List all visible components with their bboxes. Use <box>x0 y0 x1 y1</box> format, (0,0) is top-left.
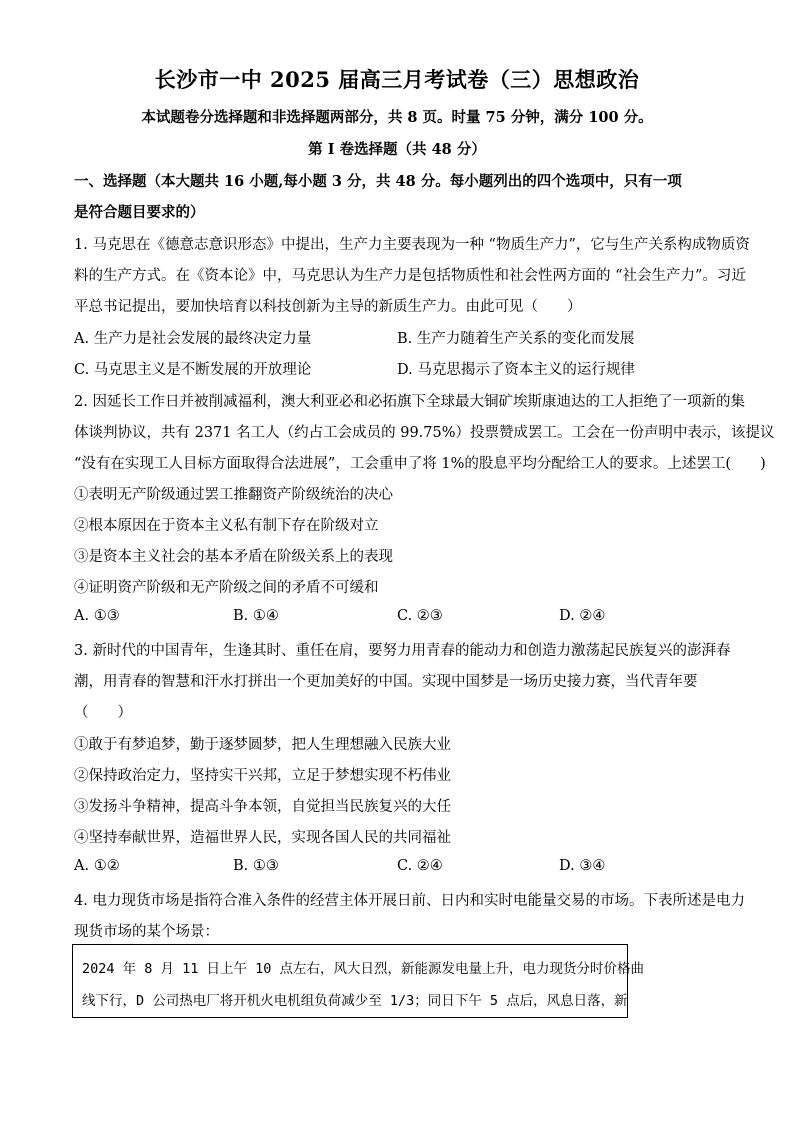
q3-option-d[interactable]: D. ③④ <box>559 858 606 874</box>
section-heading-line-1: 一、选择题（本大题共 16 小题,每小题 3 分，共 48 分。每小题列出的四个选项中，只有一项 <box>74 173 682 190</box>
volume-heading: 第 I 卷选择题（共 48 分） <box>308 141 486 158</box>
q2-stem-line-2: 体谈判协议，共有 2371 名工人（约占工会成员的 99.75%）投票赞成罢工。工会在一份声明中表示，该提议 <box>74 425 775 441</box>
q2-stem-line-3: “没有在实现工人目标方面取得合法进展”，工会重申了将 1%的股息平均分配给工人的要求。上述罢工( ) <box>74 456 766 472</box>
q2-item-4: ④证明资产阶级和无产阶级之间的矛盾不可缓和 <box>74 580 379 596</box>
q1-option-a[interactable]: A. 生产力是社会发展的最终决定力量 <box>74 331 312 347</box>
q3-option-a[interactable]: A. ①② <box>74 858 120 874</box>
q3-option-c[interactable]: C. ②④ <box>397 858 443 874</box>
q3-item-1: ①敢于有梦追梦，勤于逐梦圆梦，把人生理想融入民族大业 <box>74 737 451 753</box>
q2-item-2: ②根本原因在于资本主义私有制下存在阶级对立 <box>74 518 379 534</box>
q1-option-b[interactable]: B. 生产力随着生产关系的变化而发展 <box>397 331 635 347</box>
q2-option-a[interactable]: A. ①③ <box>74 608 120 624</box>
exam-note: 本试题卷分选择题和非选择题两部分，共 8 页。时量 75 分钟，满分 100 分。 <box>141 109 653 126</box>
q3-item-2: ②保持政治定力，坚持实干兴邦，立足于梦想实现不朽伟业 <box>74 768 451 784</box>
q3-stem-line-2: 潮，用青春的智慧和汗水打拼出一个更加美好的中国。实现中国梦是一场历史接力赛，当代青年要 <box>74 674 698 690</box>
q1-option-d[interactable]: D. 马克思揭示了资本主义的运行规律 <box>397 362 635 378</box>
q2-stem-line-1: 2. 因延长工作日并被削减福利，澳大利亚必和必拓旗下全球最大铜矿埃斯康迪达的工人拒绝了一项新的集 <box>74 394 745 410</box>
q4-scenario-box <box>72 944 645 1018</box>
q3-stem-line-1: 3. 新时代的中国青年，生逢其时、重任在肩，要努力用青春的能动力和创造力激荡起民族复兴的澎湃春 <box>74 643 731 659</box>
q1-stem-line-1: 1. 马克思在《德意志意识形态》中提出，生产力主要表现为一种 “物质生产力”，它与生产关系构成物质资 <box>74 237 750 253</box>
q2-item-3: ③是资本主义社会的基本矛盾在阶级关系上的表现 <box>74 549 393 565</box>
page-title: 长沙市一中 2025 届高三月考试卷（三）思想政治 <box>154 67 640 92</box>
q2-option-b[interactable]: B. ①④ <box>233 608 279 624</box>
q1-stem-line-3: 平总书记提出，要加快培育以科技创新为主导的新质生产力。由此可见（ ） <box>74 299 582 315</box>
q1-stem-line-2: 料的生产方式。在《资本论》中，马克思认为生产力是包括物质性和社会性两方面的 “社会生产力”。习近 <box>74 268 746 284</box>
q3-item-4: ④坚持奉献世界，造福世界人民，实现各国人民的共同福祉 <box>74 830 451 846</box>
q2-option-c[interactable]: C. ②③ <box>397 608 443 624</box>
q1-option-c[interactable]: C. 马克思主义是不断发展的开放理论 <box>74 362 312 378</box>
q2-option-d[interactable]: D. ②④ <box>559 608 606 624</box>
section-heading-line-2: 是符合题目要求的） <box>74 204 205 221</box>
q3-stem-line-3: （ ） <box>74 705 132 721</box>
q4-stem-line-1: 4. 电力现货市场是指符合准入条件的经营主体开展日前、日内和实时电能量交易的市场。下表所述是电力 <box>74 893 745 909</box>
q4-scenario-line-1: 2024 年 8 月 11 日上午 10 点左右，风大日烈，新能源发电量上升，电力现货分时价格曲 <box>82 961 645 977</box>
q4-stem-line-2: 现货市场的某个场景： <box>74 924 219 940</box>
q2-item-1: ①表明无产阶级通过罢工推翻资产阶级统治的决心 <box>74 487 393 503</box>
q4-scenario-line-2: 线下行，D 公司热电厂将开机火电机组负荷减少至 1/3；同日下午 5 点后，风息日落，新 <box>82 993 628 1009</box>
q3-option-b[interactable]: B. ①③ <box>233 858 279 874</box>
q3-item-3: ③发扬斗争精神，提高斗争本领，自觉担当民族复兴的大任 <box>74 799 451 815</box>
